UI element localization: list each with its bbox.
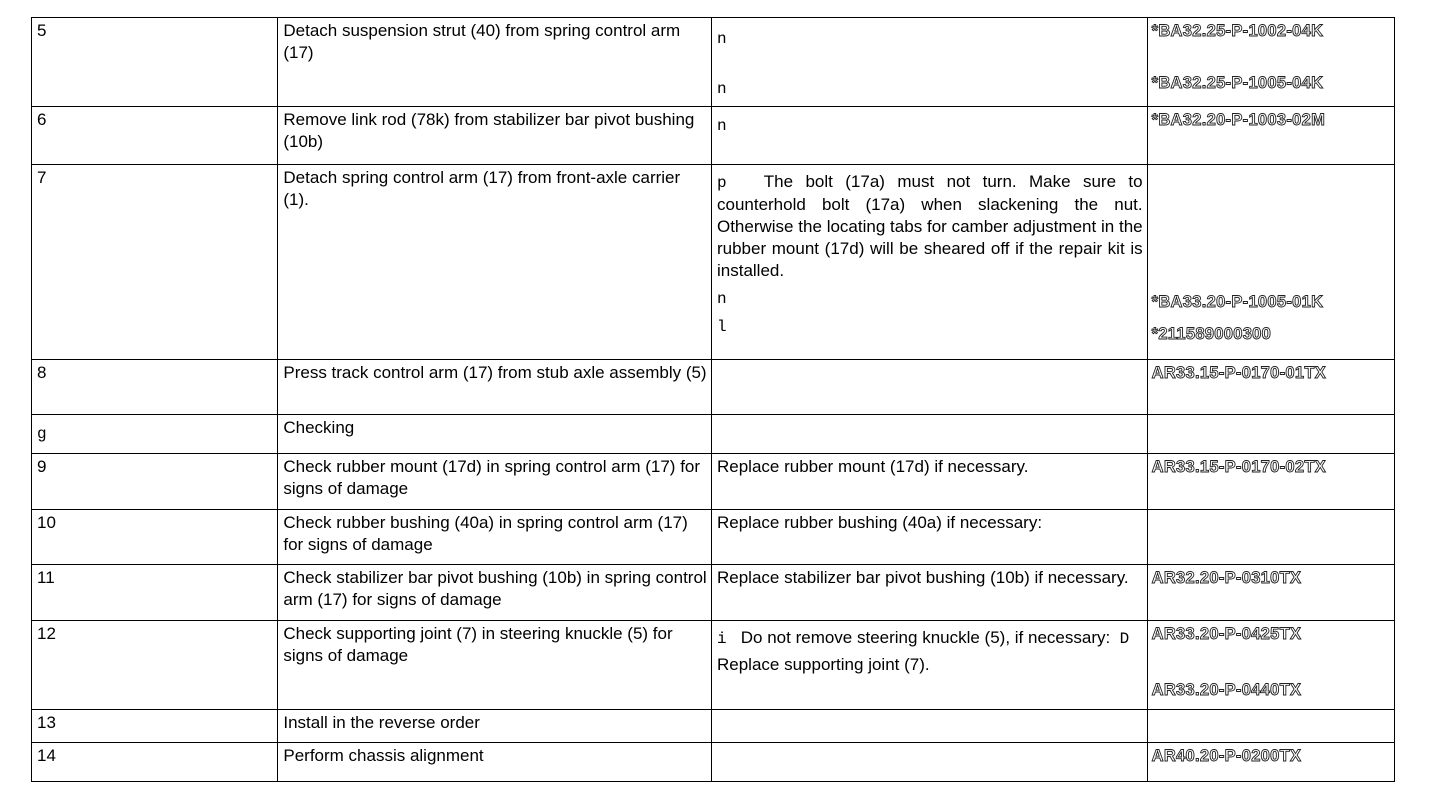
table-row: 14 Perform chassis alignment AR40.20-P-0200TX: [32, 743, 1395, 782]
reference-cell: [1147, 18, 1394, 107]
table-row: 12 Check supporting joint (7) in steering knuckle (5) for signs of damage i Do not remove steering knuckle (5), if necessary: D Replace supporting joint (7). AR33.20-P-0425TX AR33.20-P-0440TX: [32, 621, 1395, 710]
reference-link[interactable]: AR40.20-P-0200TX: [1151, 747, 1302, 765]
note-symbol: n: [716, 117, 727, 135]
table-row: [32, 18, 1395, 107]
section-symbol: g: [37, 425, 47, 443]
reference-link[interactable]: AR32.20-P-0310TX: [1151, 569, 1302, 587]
reference-link[interactable]: AR33.20-P-0440TX: [1151, 681, 1302, 699]
table-row: [32, 415, 1395, 454]
note-symbol: D: [1119, 630, 1130, 648]
reference-link[interactable]: *BA32.20-P-1003-02M: [1151, 111, 1326, 129]
section-heading: Checking: [283, 418, 355, 437]
reference-link[interactable]: AR33.15-P-0170-02TX: [1151, 458, 1327, 476]
table-row: 11 Check stabilizer bar pivot bushing (10b) in spring control arm (17) for signs of damage Replace stabilizer bar pivot bushing (10b) if necessary. AR32.20-P-0310TX: [32, 565, 1395, 621]
info-text: Do not remove steering knuckle (5), if necessary:: [740, 628, 1111, 647]
step-number-cell: 5: [32, 18, 278, 107]
table-row: 8 Press track control arm (17) from stub axle assembly (5) AR33.15-P-0170-01TX: [32, 360, 1395, 415]
info-icon: i: [716, 630, 727, 648]
note-symbol: n: [716, 80, 727, 98]
reference-link[interactable]: *BA33.20-P-1005-01K: [1151, 293, 1324, 311]
table-row: 7 Detach spring control arm (17) from front-axle carrier (1). p The bolt (17a) must not turn. Make sure to counterhold bolt (17a) when slackening the nut. Otherwise the locating tabs for camber adjustment in the rubber mount (17d) will be sheared off if the repair kit is installed. n l *BA33.20-P-1005-01K *211589000300: [32, 165, 1395, 360]
table-row: 6 Remove link rod (78k) from stabilizer bar pivot bushing (10b) n *BA32.20-P-1003-02M: [32, 107, 1395, 165]
reference-link[interactable]: AR33.15-P-0170-01TX: [1151, 364, 1327, 382]
reference-link[interactable]: AR33.20-P-0425TX: [1151, 625, 1302, 643]
table-row: 10 Check rubber bushing (40a) in spring control arm (17) for signs of damage Replace rubber bushing (40a) if necessary:: [32, 510, 1395, 565]
caution-text: The bolt (17a) must not turn. Make sure to counterhold bolt (17a) when slackening the nut. Otherwise the locating tabs for camber adjustment in the rubber mount (17d) will be sheared off if the repair kit is installed.: [716, 172, 1143, 280]
procedure-table: [31, 17, 1395, 782]
table-row: 13 Install in the reverse order: [32, 710, 1395, 743]
reference-link[interactable]: *211589000300: [1151, 325, 1272, 343]
table-row: 9 Check rubber mount (17d) in spring control arm (17) for signs of damage Replace rubber mount (17d) if necessary. AR33.15-P-0170-02TX: [32, 454, 1395, 510]
reference-link[interactable]: *BA32.25-P-1005-04K: [1151, 74, 1324, 92]
reference-link[interactable]: *BA32.25-P-1002-04K: [1151, 22, 1324, 40]
caution-icon: p: [716, 174, 727, 192]
note-symbol: n: [716, 30, 727, 48]
note-symbol: n: [716, 290, 727, 308]
notes-cell: [711, 18, 1147, 107]
action-cell: Detach suspension strut (40) from spring control arm (17): [278, 18, 712, 107]
note-symbol: l: [716, 318, 727, 336]
